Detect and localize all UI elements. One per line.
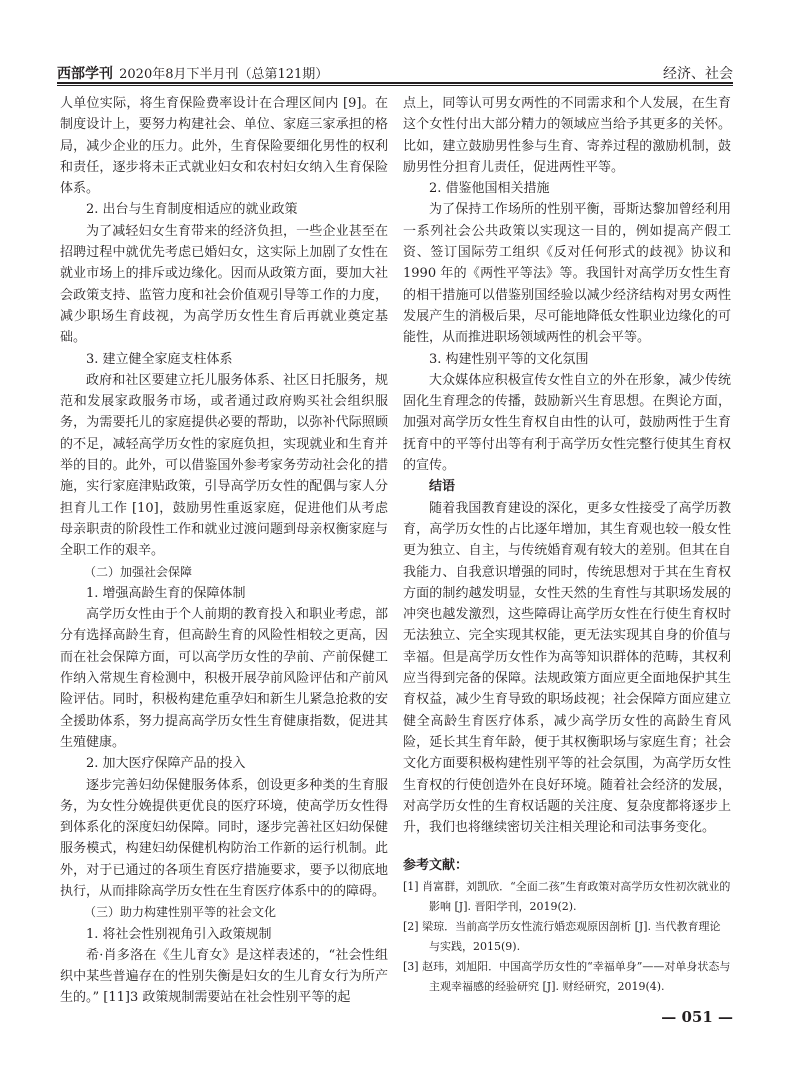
right-column [403,93,731,997]
paragraph: 为了减轻妇女生育带来的经济负担，一些企业甚至在招聘过程中就优先考虑已婚妇女，这实际上加剧了女性在就业市场上的排斥或边缘化。因而从政策方面，要加大社会政策支持、监管力度和社会价值观引导等工作的力度，减少职场生育歧视，为高学历女性生育后再就业奠定基础。 [60,223,388,346]
section-heading: 2. 借鉴他国相关措施 [429,181,550,197]
header-rule-thin [57,85,733,86]
paragraph: 人单位实际，将生育保险费率设计在合理区间内 [9]。在制度设计上，要努力构建社会、单位、家庭三家承担的格局，减少企业的压力。此外，生育保险要细化男性的权利和责任，逐步将未正式就业妇女和农村妇女纳入生育保险体系。 [60,96,388,197]
journal-name: 西部学刊 [57,66,113,82]
paragraph: 随着我国教育建设的深化，更多女性接受了高学历教育，高学历女性的占比逐年增加，其生育观也较一般女性更为独立、自主，与传统婚育观有较大的差别。但其在自我能力、自我意识增强的同时，传统思想对于其在生育权方面的制约越发明显，女性天然的生育性与其职场发展的冲突也越发激烈，这些障碍让高学历女性在行使生育权时无法独立、完全实现其权能，更无法实现其自身的价值与幸福。但是高学历女性作为高等知识群体的范畴，其权利应当得到完备的保障。法规政策方面应更全面地保护其生育权益，减少生育导致的职场歧视；社会保障方面应建立健全高龄生育医疗体系，减少高学历女性的高龄生育风险，延长其生育年龄，便于其权衡职场与家庭生育；社会文化方面要积极构建性别平等的社会氛围，为高学历女性生育权的行使创造外在良好环境。随着社会经济的发展，对高学历女性的生育权话题的关注度、复杂度都将逐步上升，我们也将继续密切关注相关理论和司法事务变化。 [403,500,731,836]
reference-item: [3] 赵玮，刘旭阳．中国高学历女性的“幸福单身”——对单身状态与主观幸福感的经验研究 [J]. 财经研究，2019(4). [403,960,731,994]
section-heading: （三）助力构建性别平等的社会文化 [84,905,277,920]
header-left [57,63,328,83]
paragraph: 为了保持工作场所的性别平衡，哥斯达黎加曾经利用一系列社会公共政策以实现这一目的，例如提高产假工资、签订国际劳工组织《反对任何形式的歧视》协议和 1990 年的《两性平等法》等。我国针对高学历女性生育的相干措施可以借鉴别国经验以减少经济结构对男女两性发展产生的消极后果，尽可能地降低女性职业边缘化的可能性，从而推进职场领域两性的机会平等。 [403,202,731,346]
paragraph: 大众媒体应积极宣传女性自立的外在形象，减少传统固化生育理念的传播，鼓励新兴生育思想。在舆论方面，加强对高学历女性生育权自由性的认可，鼓励两性于生育抚育中的平等付出等有利于高学历女性完整行使其生育权的宣传。 [403,372,731,474]
issue-info: 2020年8月下半月刊（总第121期） [119,67,329,82]
references-title: 参考文献： [403,858,469,874]
reference-item: [2] 梁琼．当前高学历女性流行婚恋观原因剖析 [J]. 当代教育理论与实践，2015(9). [403,920,721,954]
section-heading: 1. 增强高龄生育的保障体制 [86,585,246,601]
left-column [60,93,388,1009]
section-heading: 1. 将社会性别视角引入政策规制 [86,926,272,942]
section-heading: 3. 建立健全家庭支柱体系 [86,351,233,367]
section-label: 经济、社会 [663,66,733,82]
section-heading: 结语 [429,479,456,495]
paragraph: 高学历女性由于个人前期的教育投入和职业考虑，部分有选择高龄生育，但高龄生育的风险性相较之更高，因而在社会保障方面，可以高学历女性的孕前、产前保健工作纳入常规生育检测中，积极开展孕前风险评估和产前风险评估。同时，积极构建危重孕妇和新生儿紧急抢救的安全援助体系，努力提高高学历女性生育健康指数，促进其生殖健康。 [60,607,388,750]
reference-item: [1] 肖富群，刘凯欣．“全面二孩”生育政策对高学历女性初次就业的影响 [J]. 晋阳学刊，2019(2). [403,880,731,914]
paragraph: 点上，同等认可男女两性的不同需求和个人发展，在生育这个女性付出大部分精力的领域应当给予其更多的关怀。比如，建立鼓励男性参与生育、寄养过程的激励机制，鼓励男性分担育儿责任，促进两性平等。 [403,96,731,175]
page-number: — 051 — [661,1008,733,1026]
header-rule [57,82,733,84]
section-heading: 3. 构建性别平等的文化氛围 [429,351,589,367]
paragraph: 政府和社区要建立托儿服务体系、社区日托服务，规范和发展家政服务市场，或者通过政府购买社会组织服务，为需要托儿的家庭提供必要的帮助，以弥补代际照顾的不足，减轻高学历女性的家庭负担，实现就业和生育并举的目的。此外，可以借鉴国外参考家务劳动社会化的措施，实行家庭津贴政策，引导高学历女性的配偶与家人分担育儿工作 [10]，鼓励男性重返家庭，促进他们从考虑母亲职责的阶段性工作和就业过渡问题到母亲权衡家庭与全职工作的艰辛。 [60,372,388,559]
section-heading: 2. 出台与生育制度相适应的就业政策 [86,202,298,218]
section-heading: 2. 加大医疗保障产品的投入 [86,756,246,772]
running-header [57,61,733,83]
paragraph: 逐步完善妇幼保健服务体系，创设更多种类的生育服务，为女性分娩提供更优良的医疗环境，使高学历女性得到体系化的深度妇幼保障。同时，逐步完善社区妇幼保健服务模式，构建妇幼保健机构防治工作新的运行机制。此外，对于已通过的各项生育医疗措施要求，要予以彻底地执行，从而排除高学历女性在生育医疗体系中的的障碍。 [60,777,388,899]
section-heading: （二）加强社会保障 [84,564,193,579]
paragraph: 希·肖多洛在《生儿育女》是这样表述的，“社会性组织中某些普遍存在的性别失衡是妇女的生儿育女行为所产生的。” [11]3 政策规制需要站在社会性别平等的起 [60,947,388,1006]
references-list [403,877,731,997]
right-column-body [403,93,731,838]
